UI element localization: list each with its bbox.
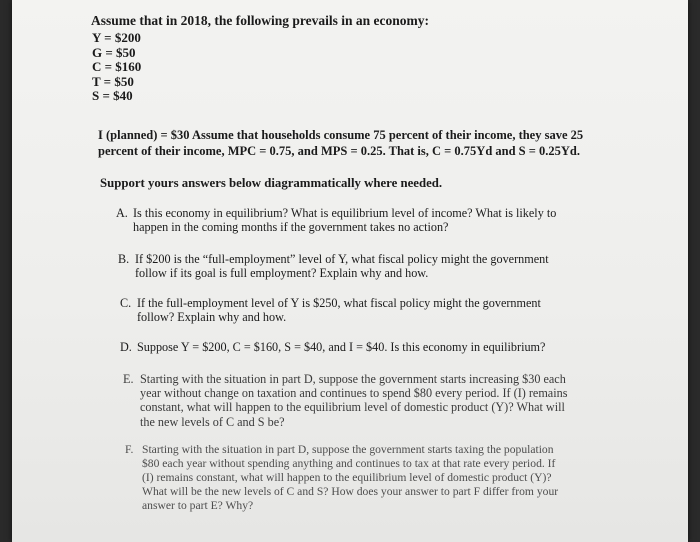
question-line: $80 each year without spending anything and continues to tax at that rate every period. If [142, 457, 556, 470]
instruction: Support yours answers below diagrammatically where needed. [100, 176, 443, 190]
question-line: constant, what will happen to the equilibrium level of domestic product (Y)? What will [140, 400, 565, 415]
question-label: C. [120, 296, 132, 310]
document-page [12, 0, 688, 542]
given-list [92, 31, 141, 104]
question-line: If $200 is the “full-employment” level of Y, what fiscal policy might the government [135, 252, 549, 266]
question-label: A. [116, 206, 128, 220]
given-s: S = $40 [92, 88, 133, 104]
question-line: Is this economy in equilibrium? What is equilibrium level of income? What is likely to [133, 206, 557, 220]
question-line: What will be the new levels of C and S? How does your answer to part F differ from your [142, 485, 559, 498]
question-line: the new levels of C and S be? [140, 414, 285, 429]
question-line: answer to part E? Why? [142, 499, 254, 512]
question-line: Starting with the situation in part D, suppose the government starts increasing $30 each [140, 372, 566, 386]
planned-paragraph [98, 127, 583, 159]
question-line: Starting with the situation in part D, suppose the government starts taxing the population [142, 443, 554, 456]
question-label: E. [123, 372, 134, 386]
question-line: follow if its goal is full employment? Explain why and how. [135, 266, 429, 281]
question-label: F. [125, 443, 134, 456]
question-line: year without change on taxation and continues to spend $80 every period. If (I) remains [140, 386, 568, 401]
given-t: T = $50 [92, 73, 134, 89]
question-line: (I) remains constant, what will happen to the equilibrium level of domestic product (Y)? [142, 471, 552, 484]
question-line: Suppose Y = $200, C = $160, S = $40, and I = $40. Is this economy in equilibrium? [137, 340, 546, 354]
planned-line-1: I (planned) = $30 Assume that households consume 75 percent of their income, they save 25 [98, 128, 584, 142]
given-c: C = $160 [92, 59, 142, 75]
question-line: follow? Explain why and how. [137, 310, 287, 325]
question-line: If the full-employment level of Y is $250, what fiscal policy might the government [137, 296, 541, 310]
question-label: D. [120, 340, 132, 354]
given-g: G = $50 [92, 44, 136, 60]
question-line: happen in the coming months if the government takes no action? [133, 220, 449, 235]
given-y: Y = $200 [92, 30, 141, 45]
planned-line-2: percent of their income, MPC = 0.75, and MPS = 0.25. That is, C = 0.75Yd and S = 0.25Yd. [98, 144, 580, 158]
question-label: B. [118, 252, 130, 266]
intro-title: Assume that in 2018, the following prevails in an economy: [91, 13, 430, 28]
